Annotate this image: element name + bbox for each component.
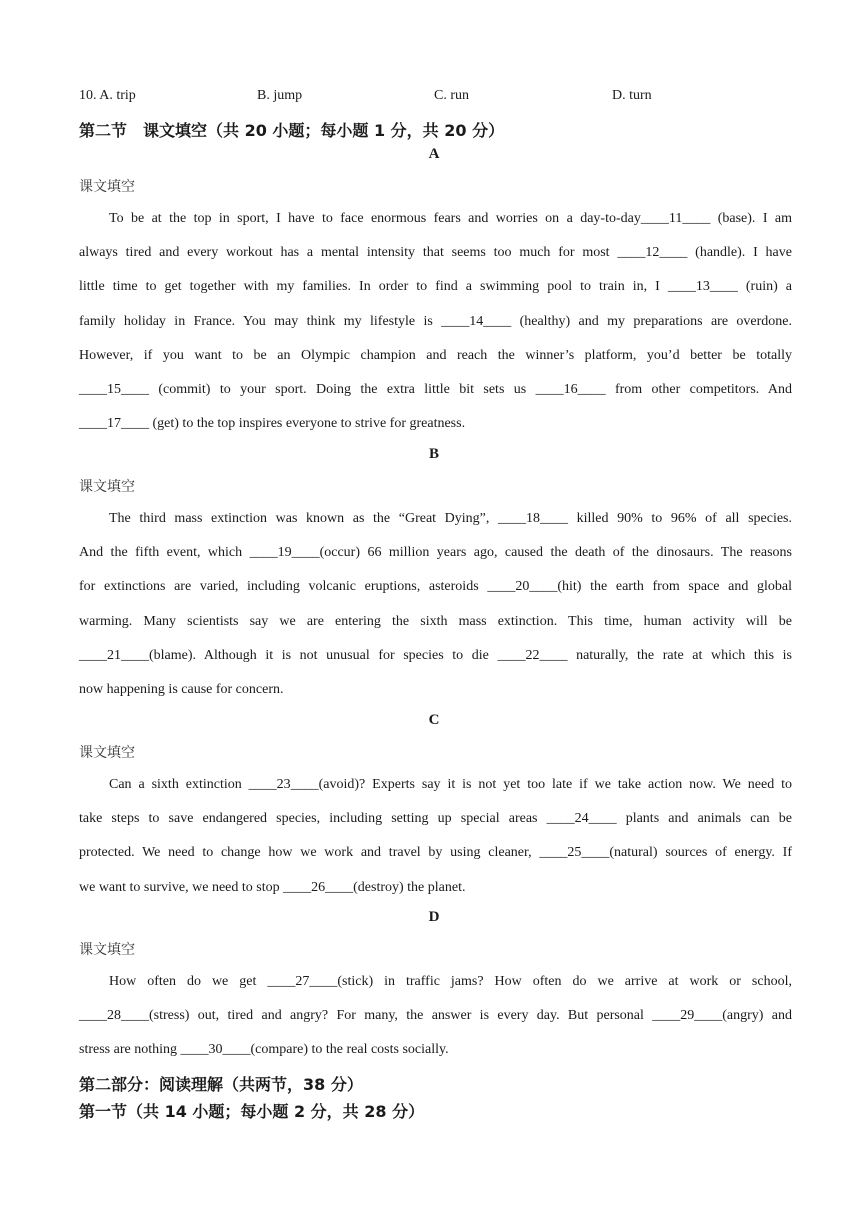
passage-line: ____28____(stress) out, tired and angry? For many, the answer is every day. But personal ____29____(angry) and — [79, 1008, 792, 1024]
passage-line: always tired and every workout has a mental intensity that seems too much for most ____12____ (handle). I have — [79, 245, 792, 261]
part-d-passage — [79, 965, 792, 1068]
part-b-label: 课文填空 — [79, 479, 135, 495]
option-c: C. run — [434, 88, 469, 103]
option-a: 10. A. trip — [79, 88, 136, 103]
passage-line: little time to get together with my families. In order to find a swimming pool to train in, I ____13____ (ruin) a — [79, 279, 792, 295]
passage-line: now happening is cause for concern. — [79, 681, 284, 697]
passage-line: ____21____(blame). Although it is not unusual for species to die ____22____ naturally, the rate at which this is — [79, 647, 792, 663]
passage-line: And the fifth event, which ____19____(occur) 66 million years ago, caused the death of the dinosaurs. The reasons — [79, 545, 792, 561]
passage-line: protected. We need to change how we work and travel by using cleaner, ____25____(natural) sources of energy. If — [79, 845, 792, 861]
part-b-passage — [79, 502, 792, 707]
passage-line: family holiday in France. You may think my lifestyle is ____14____ (healthy) and my preparations are overdone. — [79, 313, 792, 329]
part-d-letter: D — [428, 909, 440, 925]
passage-line: How often do we get ____27____(stick) in traffic jams? How often do we arrive at work or school, — [109, 974, 792, 989]
passage-line: To be at the top in sport, I have to face enormous fears and worries on a day-to-day____11____ (base). I am — [109, 211, 792, 226]
section-1-heading: 第一节（共 14 小题；每小题 2 分，共 28 分） — [79, 1102, 425, 1121]
passage-line: stress are nothing ____30____(compare) to the real costs socially. — [79, 1042, 449, 1058]
passage-line: Can a sixth extinction ____23____(avoid)? Experts say it is not yet too late if we take action now. We need to — [109, 777, 792, 792]
passage-line: ____17____ (get) to the top inspires everyone to strive for greatness. — [79, 416, 466, 432]
part-c-passage — [79, 768, 792, 905]
part-a-letter: A — [428, 146, 440, 162]
passage-line: warming. Many scientists say we are entering the sixth mass extinction. This time, human activity will be — [79, 613, 792, 629]
passage-line: ____15____ (commit) to your sport. Doing the extra little bit sets us ____16____ from other competitors. And — [79, 381, 792, 397]
part-a-label: 课文填空 — [79, 179, 135, 195]
passage-line: The third mass extinction was known as the “Great Dying”, ____18____ killed 90% to 96% of all species. — [109, 511, 792, 526]
passage-line: we want to survive, we need to stop ____26____(destroy) the planet. — [79, 879, 466, 895]
option-d: D. turn — [612, 88, 652, 103]
section-2-heading: 第二节 课文填空（共 20 小题；每小题 1 分，共 20 分） — [79, 121, 505, 140]
option-b: B. jump — [257, 88, 303, 103]
part-b-letter: B — [428, 446, 439, 462]
part-a-passage — [79, 202, 792, 441]
question-10-options — [79, 88, 799, 108]
part-c-label: 课文填空 — [79, 745, 135, 761]
passage-line: take steps to save endangered species, including setting up special areas ____24____ plants and animals can be — [79, 811, 792, 827]
part-d-label: 课文填空 — [79, 942, 135, 958]
part-2-heading: 第二部分：阅读理解（共两节，38 分） — [79, 1075, 363, 1094]
part-c-letter: C — [428, 712, 440, 728]
passage-line: However, if you want to be an Olympic champion and reach the winner’s platform, you’d better be totally — [79, 347, 792, 363]
passage-line: for extinctions are varied, including volcanic eruptions, asteroids ____20____(hit) the earth from space and global — [79, 579, 792, 595]
